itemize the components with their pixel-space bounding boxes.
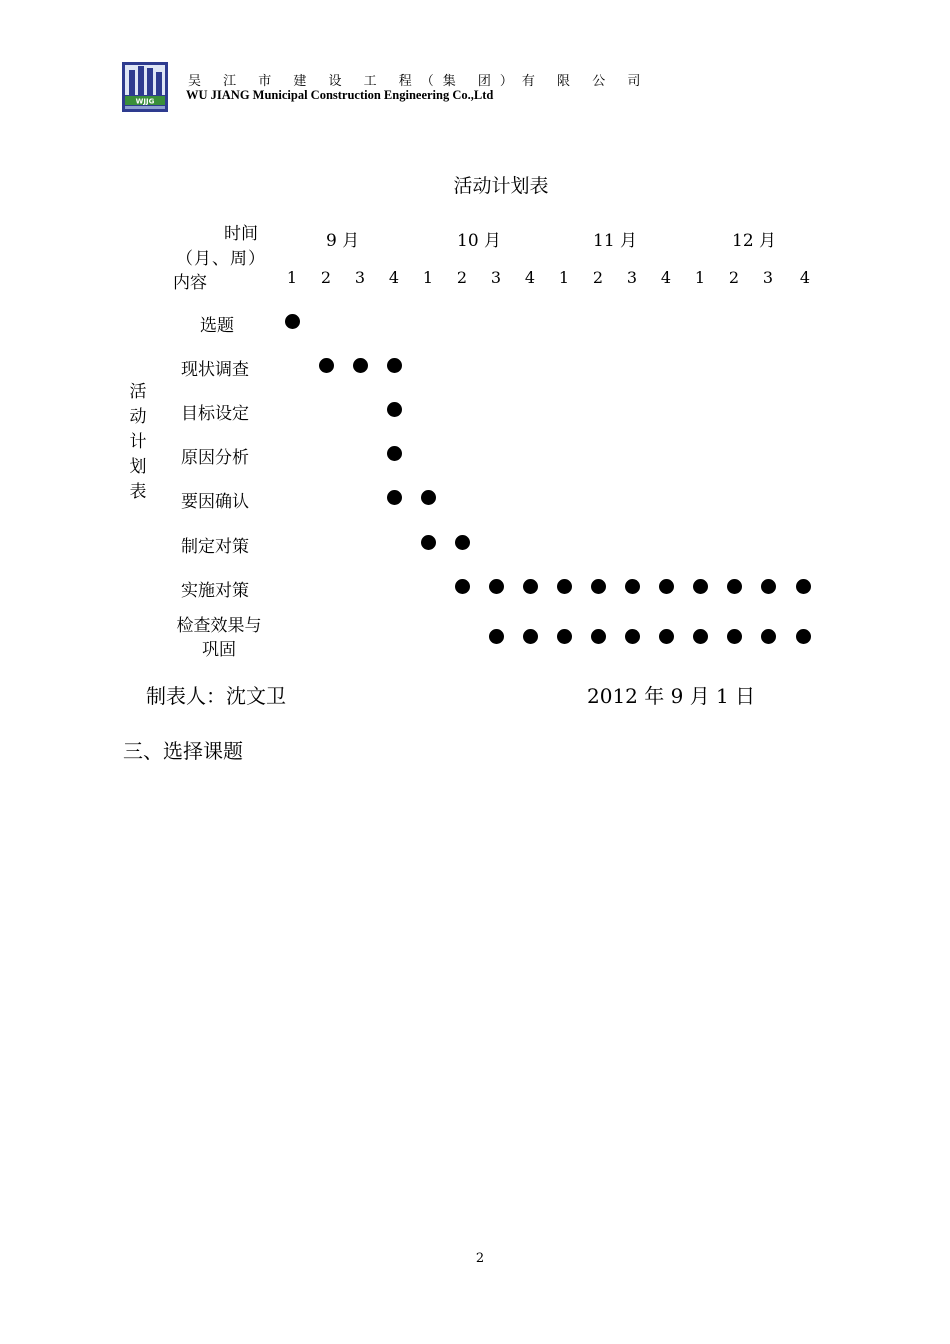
activity-label: 实施对策 xyxy=(181,581,249,601)
schedule-dot xyxy=(693,579,708,594)
schedule-dot xyxy=(796,629,811,644)
schedule-dot xyxy=(693,629,708,644)
schedule-dot xyxy=(455,579,470,594)
week-number: 4 xyxy=(799,268,811,287)
page-number: 2 xyxy=(475,1251,485,1266)
activity-label xyxy=(171,614,267,662)
schedule-dot xyxy=(489,579,504,594)
month-label: 9 月 xyxy=(326,231,360,251)
side-label-char: 划 xyxy=(129,457,147,477)
week-number: 2 xyxy=(728,268,740,287)
week-number: 2 xyxy=(320,268,332,287)
schedule-dot xyxy=(761,579,776,594)
schedule-dot xyxy=(796,579,811,594)
schedule-dot xyxy=(387,358,402,373)
week-number: 3 xyxy=(626,268,638,287)
schedule-dot xyxy=(387,402,402,417)
logo-text: WJJG xyxy=(135,97,155,106)
week-number: 3 xyxy=(762,268,774,287)
table-maker: 制表人：沈文卫 xyxy=(146,684,286,708)
schedule-dot xyxy=(455,535,470,550)
side-label-char: 活 xyxy=(129,382,147,402)
week-number: 2 xyxy=(592,268,604,287)
week-number: 4 xyxy=(660,268,672,287)
activity-label: 选题 xyxy=(200,316,234,336)
week-number: 2 xyxy=(456,268,468,287)
side-label-char: 动 xyxy=(129,407,147,427)
schedule-dot xyxy=(319,358,334,373)
side-label-char: 表 xyxy=(129,482,147,502)
schedule-dot xyxy=(591,579,606,594)
company-logo xyxy=(122,62,168,112)
section-heading: 三、选择课题 xyxy=(123,739,243,763)
schedule-dot xyxy=(727,629,742,644)
page-title: 活动计划表 xyxy=(453,175,549,197)
table-date: 2012 年 9 月 1 日 xyxy=(587,684,756,708)
side-label xyxy=(128,380,148,505)
schedule-dot xyxy=(421,490,436,505)
activity-label: 现状调查 xyxy=(181,360,249,380)
schedule-dot xyxy=(523,629,538,644)
schedule-dot xyxy=(285,314,300,329)
month-label: 11 月 xyxy=(593,231,638,251)
schedule-dot xyxy=(625,579,640,594)
schedule-dot xyxy=(761,629,776,644)
activity-label-line: 检查效果与 xyxy=(176,616,262,636)
schedule-dot xyxy=(659,579,674,594)
schedule-dot xyxy=(591,629,606,644)
company-name-cn: 吴 江 市 建 设 工 程（集 团）有 限 公 司 xyxy=(188,74,650,89)
schedule-dot xyxy=(659,629,674,644)
schedule-dot xyxy=(421,535,436,550)
schedule-dot xyxy=(625,629,640,644)
month-label: 12 月 xyxy=(732,231,777,251)
activity-label: 原因分析 xyxy=(181,448,249,468)
unit-label: （月、周） xyxy=(176,249,266,269)
schedule-dot xyxy=(557,579,572,594)
schedule-dot xyxy=(353,358,368,373)
company-name-en: WU JIANG Municipal Construction Engineering Co.,Ltd xyxy=(186,88,494,102)
schedule-dot xyxy=(557,629,572,644)
month-label: 10 月 xyxy=(457,231,502,251)
schedule-dot xyxy=(387,446,402,461)
week-number: 4 xyxy=(524,268,536,287)
week-number: 1 xyxy=(558,268,570,287)
activity-label-line: 巩固 xyxy=(202,640,236,660)
schedule-dot xyxy=(387,490,402,505)
content-label: 内容 xyxy=(173,273,207,293)
week-number: 3 xyxy=(490,268,502,287)
schedule-dot xyxy=(523,579,538,594)
week-number: 1 xyxy=(422,268,434,287)
time-label: 时间 xyxy=(224,224,258,244)
schedule-dot xyxy=(489,629,504,644)
activity-label: 制定对策 xyxy=(181,537,249,557)
week-number: 4 xyxy=(388,268,400,287)
side-label-char: 计 xyxy=(129,432,147,452)
week-number: 1 xyxy=(694,268,706,287)
week-number: 1 xyxy=(286,268,298,287)
schedule-dot xyxy=(727,579,742,594)
week-number: 3 xyxy=(354,268,366,287)
activity-label: 目标设定 xyxy=(181,404,249,424)
activity-label: 要因确认 xyxy=(181,492,249,512)
